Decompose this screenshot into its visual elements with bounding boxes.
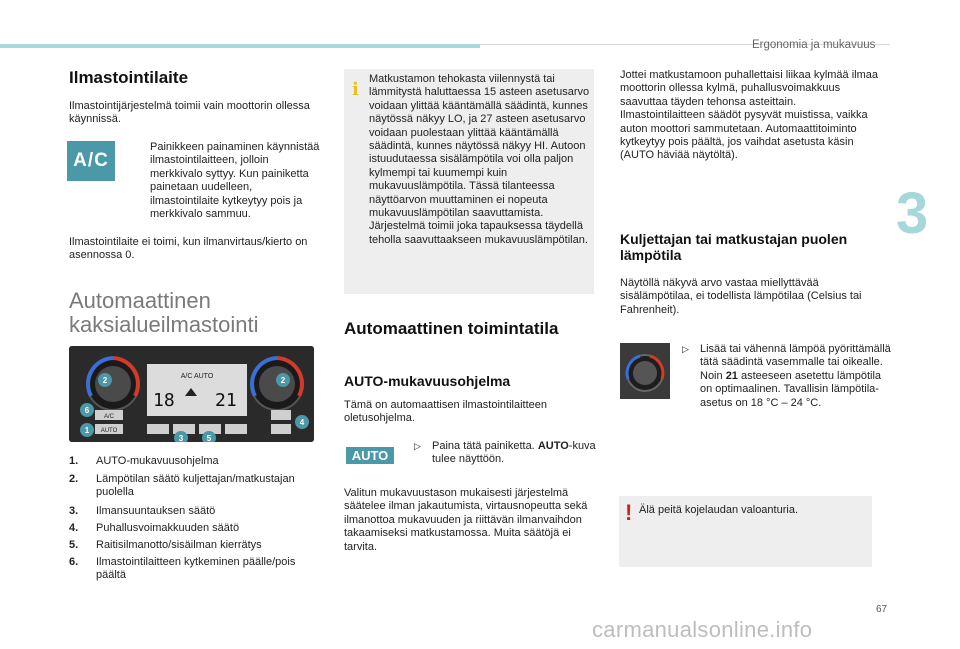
info-icon: i: [352, 79, 359, 100]
panel-drawing: [69, 346, 314, 442]
header-accent-bar: [0, 44, 480, 48]
display-mode-text: A/C AUTO: [180, 373, 214, 380]
list-item: [69, 522, 319, 535]
list-item: [69, 455, 319, 468]
section-header: Ergonomia ja mukavuus: [752, 39, 876, 51]
watermark: carmanualsonline.info: [592, 617, 813, 642]
auto-program-intro: Tämä on automaattisen ilmastointilaitteen oletusohjelma.: [344, 399, 547, 425]
callout-1-label: 1: [84, 426, 90, 435]
page-number: 67: [876, 604, 888, 615]
section-title-dual-zone: Automaattinen kaksialueilmastointi: [69, 288, 259, 337]
auto-button-icon: AUTO: [346, 447, 394, 464]
list-item-number: 1.: [69, 455, 79, 467]
display-left-temp: 18: [153, 390, 175, 411]
warning-box: [619, 496, 872, 567]
callout-3-label: 3: [178, 434, 184, 442]
bullet-arrow-icon: ▷: [682, 344, 689, 354]
ac-description: Painikkeen painaminen käynnistää ilmastointilaitteen, jolloin merkkivalo syttyy. Kun painiketta painetaan uudelleen, ilmastointilaite kytkeytyy pois ja merkkivalo sammuu.: [150, 141, 320, 221]
info-box: [344, 69, 594, 294]
temperature-bullet-strong: 21: [725, 369, 738, 382]
subsection-title-temperature: Kuljettajan tai matkustajan puolen lämpötila: [620, 231, 848, 263]
auto-bullet: [414, 440, 607, 467]
list-item-number: 2.: [69, 473, 79, 485]
list-item-number: 3.: [69, 505, 79, 517]
list-item-text: Lämpötilan säätö kuljettajan/matkustajan puolella: [96, 473, 295, 499]
warning-icon: !: [625, 500, 633, 525]
bullet-arrow-icon: ▷: [414, 441, 421, 451]
list-item-text: Raitisilmanotto/sisäilman kierrätys: [96, 539, 262, 551]
list-item-number: 5.: [69, 539, 79, 551]
ac-panel-button-label: A/C: [103, 414, 115, 420]
list-item-number: 6.: [69, 556, 79, 568]
list-item: [69, 539, 319, 552]
temperature-text: Näytöllä näkyvä arvo vastaa miellyttävää sisälämpötilaa, ei todellista lämpötilaa (Celsius tai Fahrenheit).: [620, 277, 862, 316]
list-item-text: Ilmastointilaitteen kytkeminen päälle/pois päältä: [96, 556, 296, 582]
section-title-auto-mode: Automaattinen toimintatila: [344, 319, 559, 338]
fan-down-button: [271, 424, 291, 434]
callout-4-label: 4: [299, 418, 305, 427]
list-item-text: Puhallusvoimakkuuden säätö: [96, 522, 240, 534]
temperature-bullet-a: Lisää tai vähennä lämpöä pyörittämällä tätä säädintä vasemmalle tai oikealle. Noin: [700, 343, 891, 382]
panel-button-defrost-front: [147, 424, 169, 434]
climate-control-panel-illustration: [69, 346, 314, 442]
temperature-bullet: [682, 343, 895, 410]
callout-5-label: 5: [206, 434, 212, 442]
auto-bullet-strong: AUTO: [537, 440, 569, 452]
auto-closing-text: Valitun mukavuustason mukaisesti järjestelmä säätelee ilman jakautumista, virtausnopeutta sekä ilmanottoa mukavuuden ja riittävän ilmanvaihdon takaamiseksi matkustamossa. Muita säätöjä ei tarvita.: [344, 487, 588, 553]
right-top-text: Jottei matkustamoon puhallettaisi liikaa kylmää ilmaa moottorin ollessa kylmä, puhallusvoimakkuus saavuttaa täyden tehonsa asteittain. Ilmastointilaitteen säädöt pysyvät muistissa, vaikka auton moottori sammutetaan. Automaattitoiminto kytkeytyy pois päältä, jos vaihdat asetusta käsin (AUTO häviää näytöltä).: [620, 69, 879, 162]
ac-button-icon: A/C: [67, 141, 115, 181]
list-item-number: 4.: [69, 522, 79, 534]
panel-button-defrost-rear: [225, 424, 247, 434]
list-item-text: Ilmansuuntauksen säätö: [96, 505, 216, 517]
list-item-text: AUTO-mukavuusohjelma: [96, 455, 219, 467]
warning-text: Älä peitä kojelaudan valoanturia.: [639, 504, 799, 516]
temperature-bullet-b: asteeseen asetettu lämpötila on optimaalinen. Tavallisin lämpötila-asetus on 18 °C – 24 °C.: [700, 369, 882, 409]
ac-note: Ilmastointilaite ei toimi, kun ilmanvirtaus/kierto on asennossa 0.: [69, 236, 308, 262]
intro-text: Ilmastointijärjestelmä toimii vain moottorin ollessa käynnissä.: [69, 100, 310, 126]
auto-bullet-suffix: -kuva tulee näyttöön.: [432, 440, 596, 466]
callout-6-label: 6: [84, 406, 90, 415]
chapter-number: 3: [896, 181, 929, 246]
fan-up-button: [271, 410, 291, 420]
auto-bullet-prefix: Paina tätä painiketta.: [432, 440, 535, 452]
list-item: [69, 505, 319, 518]
callout-2-right-label: 2: [280, 376, 286, 385]
temperature-dial-illustration: [620, 343, 670, 399]
info-text: Matkustamon tehokasta viilennystä tai lämmitystä haluttaessa 15 asteen asetusarvo voidaan ylittää kääntämällä säädintä, kunnes näytössä näkyy LO, ja 27 asteen asetusarvo voidaan puolestaan ylittää kääntämällä säädintä, kunnes näytössä näkyy HI. Autoon istuudutaessa sisälämpötila voi olla paljon kylmempi tai kuumempi kuin mukavuuslämpötila. Tässä tilanteessa näyttöarvon muuttaminen ei nopeuta mukavuuslämpötilan saavuttamista. Järjestelmä toimii joka tapauksessa täydellä teholla saavuttaakseen mukavuuslämpötilan.: [369, 73, 590, 246]
list-item: [69, 556, 319, 582]
temperature-knob-icon: [620, 343, 670, 399]
page-title: Ilmastointilaite: [69, 68, 189, 87]
callout-2-left-label: 2: [102, 376, 108, 385]
auto-panel-button-label: AUTO: [100, 428, 118, 434]
list-item: [69, 473, 319, 499]
display-right-temp: 21: [215, 390, 237, 411]
subsection-title-auto-program: AUTO-mukavuusohjelma: [344, 373, 511, 389]
